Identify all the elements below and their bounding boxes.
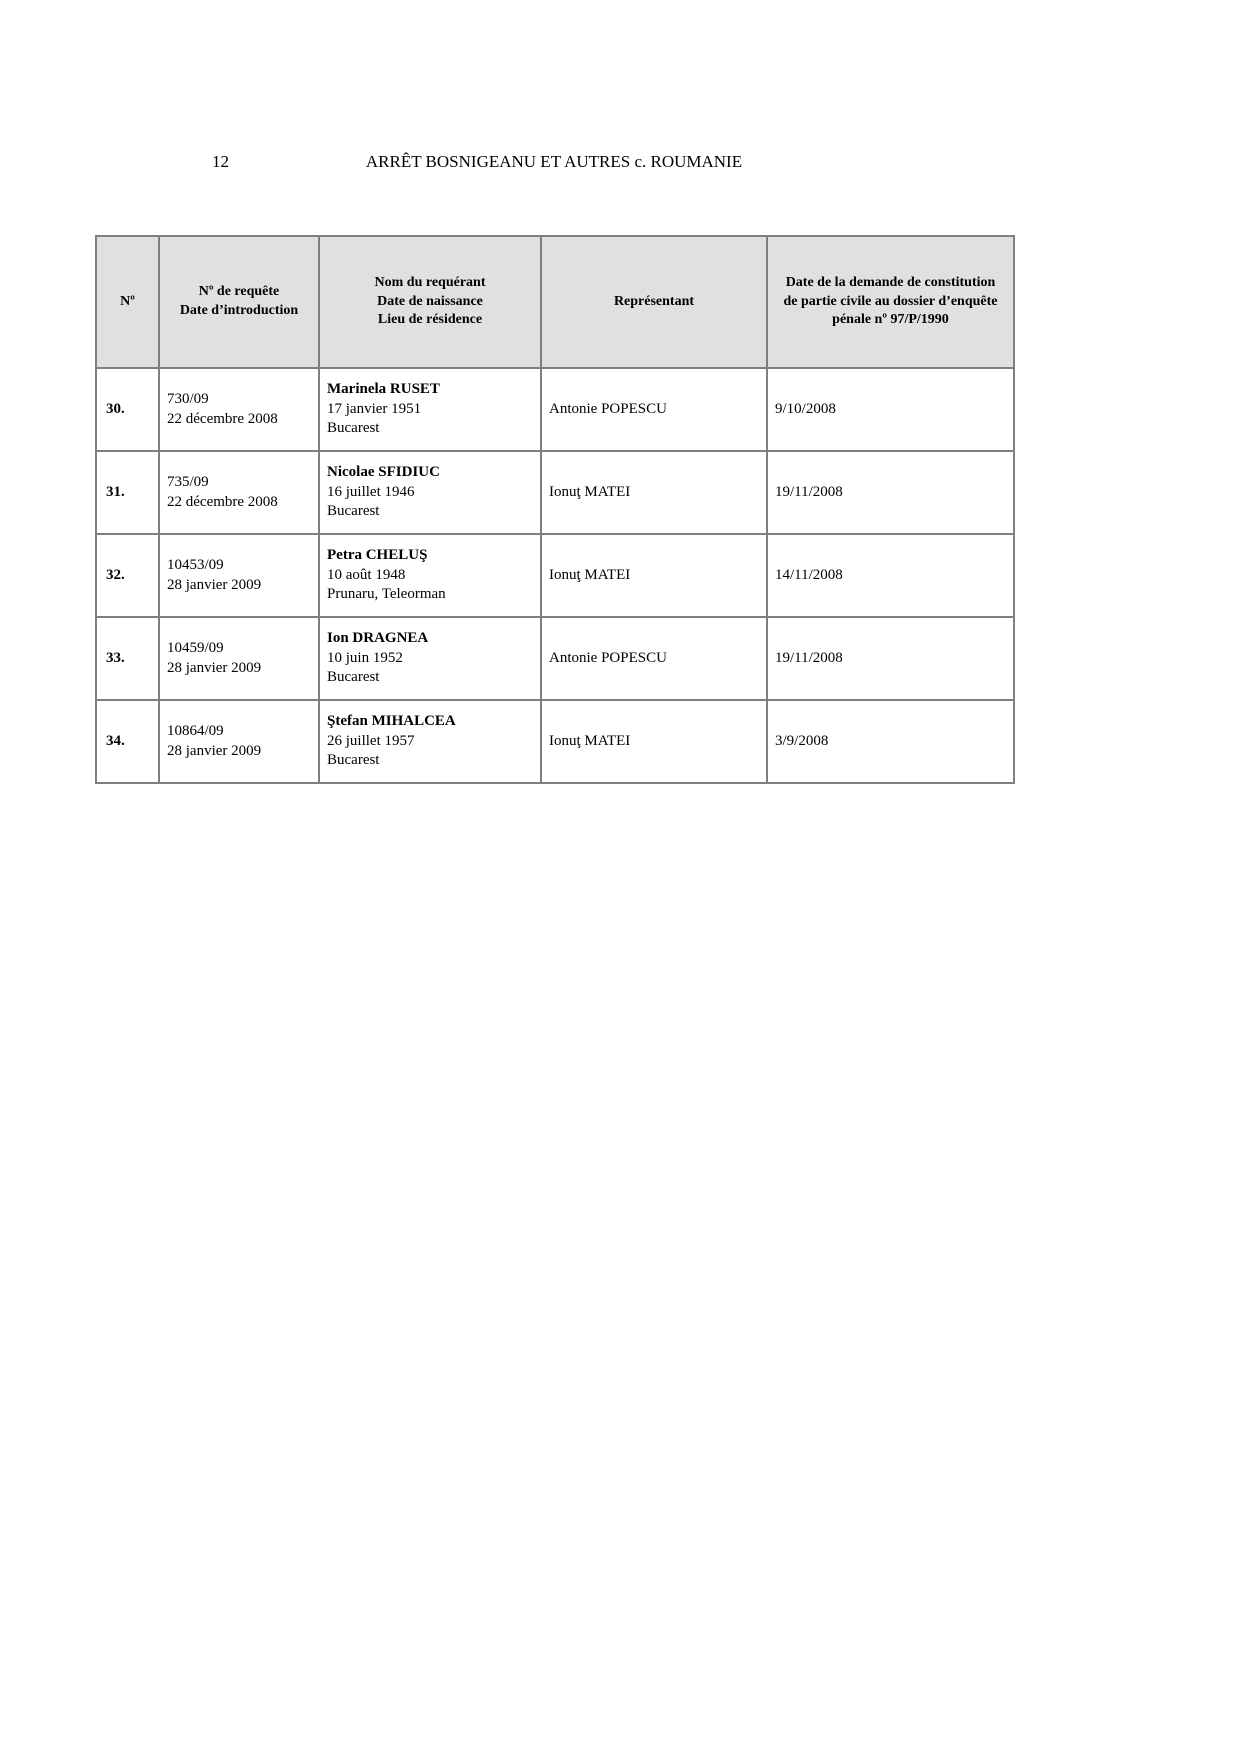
civil-party-date: 9/10/2008 xyxy=(775,400,836,417)
row-number: 33. xyxy=(106,649,125,666)
introduction-date: 28 janvier 2009 xyxy=(167,576,262,593)
table-row xyxy=(96,617,1014,700)
header-cell-applicant xyxy=(319,236,541,368)
cell-representative xyxy=(541,700,767,783)
cell-applicant xyxy=(319,700,541,783)
header-line: Lieu de résidence xyxy=(377,312,483,328)
residence: Bucarest xyxy=(327,752,380,769)
representative-name: Antonie POPESCU xyxy=(549,649,667,666)
representative-name: Ionuţ MATEI xyxy=(549,483,631,500)
document-title: ARRÊT BOSNIGEANU ET AUTRES c. ROUMANIE xyxy=(365,152,743,171)
cell-number xyxy=(96,368,159,451)
cell-number xyxy=(96,534,159,617)
introduction-date: 28 janvier 2009 xyxy=(167,742,262,759)
cell-applicant xyxy=(319,451,541,534)
request-number: 10864/09 xyxy=(167,723,224,739)
table-row xyxy=(96,534,1014,617)
applicant-name: Petra CHELUŞ xyxy=(327,547,428,564)
request-number: 730/09 xyxy=(167,391,209,407)
header-cell-number xyxy=(96,236,159,368)
residence: Bucarest xyxy=(327,669,380,686)
header-line: Nº xyxy=(120,293,135,309)
cell-representative xyxy=(541,451,767,534)
civil-party-date: 19/11/2008 xyxy=(775,483,843,500)
request-number: 10459/09 xyxy=(167,640,224,656)
request-number: 735/09 xyxy=(167,474,209,490)
cell-representative xyxy=(541,617,767,700)
header-line: Date d’introduction xyxy=(179,303,299,318)
civil-party-date: 19/11/2008 xyxy=(775,649,843,666)
residence: Bucarest xyxy=(327,503,380,520)
applicant-name: Ion DRAGNEA xyxy=(327,630,429,647)
header-cell-representative xyxy=(541,236,767,368)
cell-civil-party-date xyxy=(767,700,1014,783)
header-cell-request xyxy=(159,236,319,368)
representative-name: Ionuţ MATEI xyxy=(549,566,631,583)
birth-date: 26 juillet 1957 xyxy=(327,732,415,749)
cell-applicant xyxy=(319,534,541,617)
page-header xyxy=(95,152,1013,172)
civil-party-date: 3/9/2008 xyxy=(775,732,829,749)
applicants-table xyxy=(95,235,1015,784)
cell-number xyxy=(96,700,159,783)
residence: Bucarest xyxy=(327,420,380,437)
header-line: Date de naissance xyxy=(377,293,483,309)
birth-date: 17 janvier 1951 xyxy=(327,400,422,417)
row-number: 34. xyxy=(106,732,125,749)
cell-request xyxy=(159,534,319,617)
cell-number xyxy=(96,451,159,534)
birth-date: 10 juin 1952 xyxy=(327,649,403,666)
cell-number xyxy=(96,617,159,700)
table-row xyxy=(96,451,1014,534)
cell-representative xyxy=(541,368,767,451)
introduction-date: 22 décembre 2008 xyxy=(167,493,278,510)
cell-civil-party-date xyxy=(767,451,1014,534)
header-line: de partie civile au dossier d’enquête xyxy=(783,293,998,309)
cell-civil-party-date xyxy=(767,368,1014,451)
cell-applicant xyxy=(319,617,541,700)
applicant-name: Ştefan MIHALCEA xyxy=(327,713,456,730)
request-number: 10453/09 xyxy=(167,557,224,573)
cell-civil-party-date xyxy=(767,617,1014,700)
representative-name: Ionuţ MATEI xyxy=(549,732,631,749)
cell-request xyxy=(159,617,319,700)
header-line: Nº de requête xyxy=(198,284,280,300)
birth-date: 10 août 1948 xyxy=(327,566,406,583)
applicant-name: Nicolae SFIDIUC xyxy=(327,464,440,481)
row-number: 30. xyxy=(106,400,125,417)
header-line: pénale nº 97/P/1990 xyxy=(832,312,949,328)
table-row xyxy=(96,368,1014,451)
cell-request xyxy=(159,451,319,534)
row-number: 31. xyxy=(106,483,125,500)
cell-request xyxy=(159,368,319,451)
birth-date: 16 juillet 1946 xyxy=(327,483,415,500)
introduction-date: 28 janvier 2009 xyxy=(167,659,262,676)
cell-civil-party-date xyxy=(767,534,1014,617)
header-line: Nom du requérant xyxy=(374,274,486,290)
introduction-date: 22 décembre 2008 xyxy=(167,410,278,427)
applicant-name: Marinela RUSET xyxy=(327,381,440,398)
representative-name: Antonie POPESCU xyxy=(549,400,667,417)
table-header-row xyxy=(96,236,1014,368)
residence: Prunaru, Teleorman xyxy=(327,586,446,603)
page-number: 12 xyxy=(212,152,229,171)
cell-applicant xyxy=(319,368,541,451)
header-line: Date de la demande de constitution xyxy=(785,274,996,290)
cell-representative xyxy=(541,534,767,617)
row-number: 32. xyxy=(106,566,125,583)
civil-party-date: 14/11/2008 xyxy=(775,566,843,583)
header-cell-civil-party-date xyxy=(767,236,1014,368)
cell-request xyxy=(159,700,319,783)
header-line: Représentant xyxy=(613,293,695,309)
table-row xyxy=(96,700,1014,783)
